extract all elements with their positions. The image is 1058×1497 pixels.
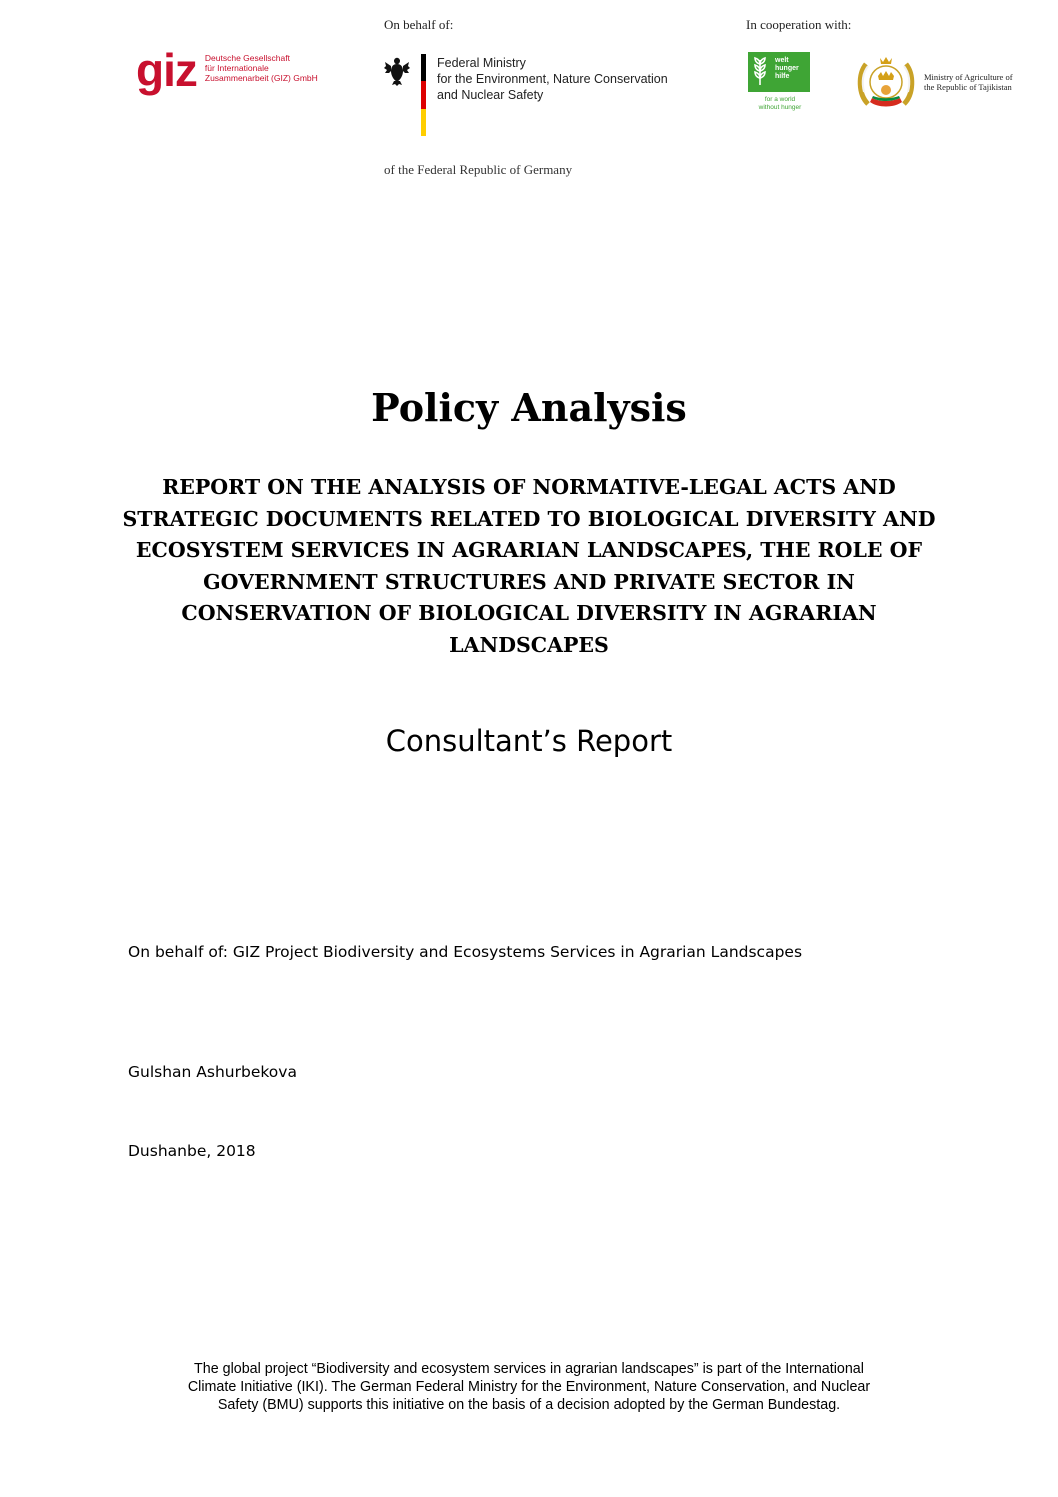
subtitle-line: ECOSYSTEM SERVICES IN AGRARIAN LANDSCAPES, THE ROLE OF: [135, 538, 923, 562]
footer-line: Safety (BMU) supports this initiative on the basis of a decision adopted by the German Bundestag.: [217, 1397, 841, 1413]
subtitle-line: REPORT ON THE ANALYSIS OF NORMATIVE-LEGAL ACTS AND: [162, 475, 896, 499]
giz-wordmark: giz: [136, 44, 197, 96]
giz-name: [205, 53, 318, 83]
german-flag-bar: [421, 54, 426, 136]
subtitle-line: STRATEGIC DOCUMENTS RELATED TO BIOLOGICAL DIVERSITY AND: [122, 506, 936, 531]
whh-name-line: hilfe: [775, 73, 790, 80]
whh-tagline-line: for a world: [764, 96, 796, 103]
federal-republic-line: of the Federal Republic of Germany: [384, 162, 573, 177]
ministry-name-line: for the Environment, Nature Conservation: [437, 72, 668, 86]
author-name: Gulshan Ashurbekova: [128, 1063, 297, 1081]
footer-line: Climate Initiative (IKI). The German Federal Ministry for the Environment, Nature Conservation, and Nuclear: [187, 1379, 871, 1395]
wheat-icon: [752, 56, 768, 86]
federal-eagle-icon: [384, 56, 410, 86]
giz-logo: [136, 44, 318, 96]
on-behalf-label: On behalf of:: [384, 17, 454, 32]
whh-tagline-line: without hunger: [758, 103, 802, 111]
subtitle-line: CONSERVATION OF BIOLOGICAL DIVERSITY IN AGRARIAN: [181, 601, 877, 625]
subtitle-line: LANDSCAPES: [449, 632, 609, 657]
ministry-name: [437, 55, 668, 103]
footer-note: [100, 1360, 958, 1414]
project-behalf-line: On behalf of: GIZ Project Biodiversity and Ecosystems Services in Agrarian Landscapes: [128, 943, 803, 961]
tajik-ministry-name: [924, 72, 1013, 92]
footer-line: The global project “Biodiversity and ecosystem services in agrarian landscapes” is part of the International: [194, 1361, 864, 1377]
subtitle-line: GOVERNMENT STRUCTURES AND PRIVATE SECTOR IN: [203, 569, 855, 594]
welthungerhilfe-tagline: [752, 96, 808, 111]
whh-name-line: welt: [775, 57, 789, 64]
cooperation-label: In cooperation with:: [746, 17, 852, 32]
giz-name-line: Zusammenarbeit (GIZ) GmbH: [204, 73, 318, 83]
ministry-name-line: and Nuclear Safety: [437, 88, 544, 102]
report-type: Consultant’s Report: [385, 724, 673, 758]
place-date: Dushanbe, 2018: [128, 1142, 256, 1160]
tajik-ministry-line: the Republic of Tajikistan: [924, 82, 1012, 92]
document-title: Policy Analysis: [371, 385, 687, 430]
tajik-ministry-line: Ministry of Agriculture of: [924, 72, 1013, 82]
giz-name-line: für Internationale: [204, 63, 269, 73]
tajikistan-emblem-icon: [856, 52, 916, 112]
report-subtitle: [100, 472, 958, 661]
whh-name-line: hunger: [775, 65, 799, 72]
ministry-name-line: Federal Ministry: [437, 56, 526, 70]
giz-name-line: Deutsche Gesellschaft: [204, 53, 290, 63]
welthungerhilfe-name: [775, 57, 799, 81]
